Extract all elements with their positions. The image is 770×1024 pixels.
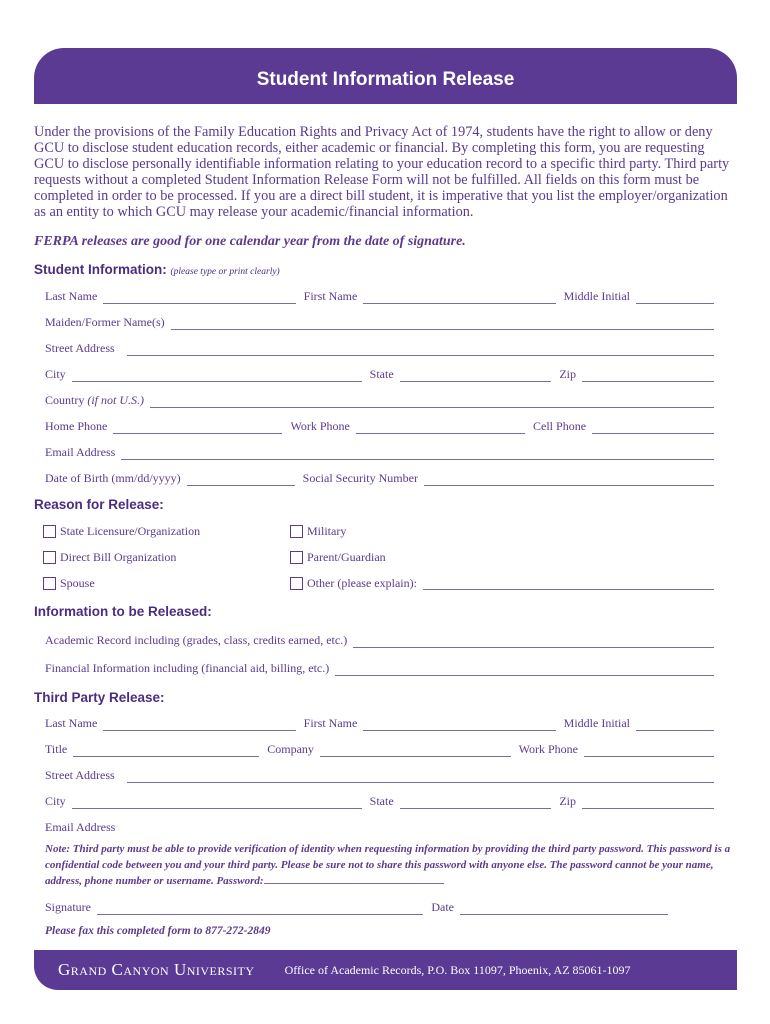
financial-row bbox=[45, 660, 714, 676]
other-explain-field[interactable] bbox=[423, 577, 714, 590]
first-name-label: First Name bbox=[303, 289, 358, 303]
third-zip-field[interactable] bbox=[582, 798, 714, 809]
signature-label: Signature bbox=[45, 900, 91, 914]
zip-label: Zip bbox=[559, 367, 576, 381]
ferpa-notice: FERPA releases are good for one calendar year from the date of signature. bbox=[34, 234, 466, 249]
cell-phone-field[interactable] bbox=[592, 423, 714, 434]
checkbox-box[interactable] bbox=[43, 577, 56, 590]
academic-label: Academic Record including (grades, class, credits earned, etc.) bbox=[45, 633, 348, 647]
heading-note: (please type or print clearly) bbox=[170, 267, 280, 277]
zip-field[interactable] bbox=[582, 371, 714, 382]
third-street-label: Street Address bbox=[45, 768, 115, 782]
password-note: Note: Third party must be able to provide verification of identity when requesting information by providing the third party password. This password is a confidential code between you and your third party. Please be sure not to share this password with anyone else. The password cannot be your name, address, phone number or username. Password: bbox=[45, 843, 731, 887]
date-label: Date bbox=[431, 900, 454, 914]
student-name-row bbox=[45, 288, 714, 304]
maiden-label: Maiden/Former Name(s) bbox=[45, 315, 165, 329]
state-field[interactable] bbox=[400, 371, 552, 382]
street-label: Street Address bbox=[45, 341, 115, 355]
dob-field[interactable] bbox=[187, 475, 295, 486]
academic-row bbox=[45, 632, 714, 648]
third-city-label: City bbox=[45, 794, 66, 808]
middle-initial-field[interactable] bbox=[636, 293, 714, 304]
password-field[interactable] bbox=[264, 873, 444, 884]
form-header bbox=[34, 48, 737, 104]
financial-field[interactable] bbox=[335, 665, 714, 676]
third-last-name-field[interactable] bbox=[103, 720, 295, 731]
third-email-row bbox=[45, 819, 385, 835]
third-street-row bbox=[45, 767, 714, 783]
dob-label: Date of Birth (mm/dd/yyyy) bbox=[45, 471, 181, 485]
checkbox-direct-bill[interactable]: Direct Bill Organization bbox=[43, 550, 176, 565]
third-middle-initial-field[interactable] bbox=[636, 720, 714, 731]
third-last-name-label: Last Name bbox=[45, 716, 98, 730]
city-label: City bbox=[45, 367, 66, 381]
maiden-row bbox=[45, 314, 714, 330]
third-street-field[interactable] bbox=[127, 772, 714, 783]
third-email-label: Email Address bbox=[45, 820, 116, 834]
state-label: State bbox=[369, 367, 394, 381]
office-address: Office of Academic Records, P.O. Box 11097, Phoenix, AZ 85061-1097 bbox=[284, 962, 631, 977]
third-party-heading: Third Party Release: bbox=[34, 690, 165, 705]
checkbox-spouse[interactable]: Spouse bbox=[43, 576, 95, 591]
third-name-row bbox=[45, 715, 714, 731]
checkbox-box[interactable] bbox=[290, 551, 303, 564]
third-title-field[interactable] bbox=[73, 746, 259, 757]
street-row bbox=[45, 340, 714, 356]
email-row bbox=[45, 444, 714, 460]
email-field[interactable] bbox=[121, 449, 714, 460]
street-field[interactable] bbox=[127, 345, 714, 356]
financial-label: Financial Information including (financial aid, billing, etc.) bbox=[45, 661, 330, 675]
city-row bbox=[45, 366, 714, 382]
university-logo-text: Grand Canyon University bbox=[58, 960, 255, 979]
academic-field[interactable] bbox=[353, 637, 714, 648]
third-title-row bbox=[45, 741, 714, 757]
third-zip-label: Zip bbox=[559, 794, 576, 808]
country-label: Country (if not U.S.) bbox=[45, 393, 145, 407]
third-middle-initial-label: Middle Initial bbox=[563, 716, 630, 730]
footer-bar bbox=[34, 950, 737, 990]
student-info-heading: Student Information: (please type or print clearly) bbox=[34, 262, 280, 277]
third-company-field[interactable] bbox=[320, 746, 511, 757]
ssn-field[interactable] bbox=[424, 475, 714, 486]
third-first-name-field[interactable] bbox=[363, 720, 555, 731]
intro-paragraph: Under the provisions of the Family Education Rights and Privacy Act of 1974, students have the right to allow or deny GCU to disclose student education records, either academic or financial. By completing this form, you are requesting GCU to disclose personally identifiable information relating to your education record to a specific third party. Third party requests without a completed Student Information Release Form will not be fulfilled. All fields on this form must be completed in order to be processed. If you are a direct bill student, it is imperative that you list the employer/organization as an entity to which GCU may release your academic/financial information. bbox=[34, 124, 730, 220]
checkbox-box[interactable] bbox=[290, 577, 303, 590]
cell-phone-label: Cell Phone bbox=[533, 419, 587, 433]
checkbox-box[interactable] bbox=[43, 551, 56, 564]
last-name-field[interactable] bbox=[103, 293, 295, 304]
third-city-row bbox=[45, 793, 714, 809]
info-heading: Information to be Released: bbox=[34, 604, 212, 619]
country-field[interactable] bbox=[150, 397, 714, 408]
checkbox-state-licensure[interactable]: State Licensure/Organization bbox=[43, 524, 200, 539]
third-state-field[interactable] bbox=[400, 798, 552, 809]
ssn-label: Social Security Number bbox=[302, 471, 418, 485]
signature-row bbox=[45, 899, 668, 915]
third-work-phone-label: Work Phone bbox=[518, 742, 578, 756]
home-phone-field[interactable] bbox=[113, 423, 282, 434]
reason-heading: Reason for Release: bbox=[34, 497, 164, 512]
work-phone-label: Work Phone bbox=[290, 419, 350, 433]
city-field[interactable] bbox=[72, 371, 362, 382]
checkbox-box[interactable] bbox=[290, 525, 303, 538]
home-phone-label: Home Phone bbox=[45, 419, 108, 433]
third-company-label: Company bbox=[267, 742, 314, 756]
maiden-field[interactable] bbox=[171, 319, 714, 330]
dob-row bbox=[45, 470, 714, 486]
third-title-label: Title bbox=[45, 742, 68, 756]
first-name-field[interactable] bbox=[363, 293, 555, 304]
fax-instructions: Please fax this completed form to 877-272-2849 bbox=[45, 925, 271, 937]
signature-field[interactable] bbox=[97, 904, 423, 915]
checkbox-box[interactable] bbox=[43, 525, 56, 538]
work-phone-field[interactable] bbox=[356, 423, 525, 434]
form-title: Student Information Release bbox=[256, 69, 515, 90]
third-city-field[interactable] bbox=[72, 798, 362, 809]
email-label: Email Address bbox=[45, 445, 116, 459]
middle-initial-label: Middle Initial bbox=[563, 289, 630, 303]
third-first-name-label: First Name bbox=[303, 716, 358, 730]
checkbox-parent-guardian[interactable]: Parent/Guardian bbox=[290, 550, 386, 565]
phone-row bbox=[45, 418, 714, 434]
checkbox-other[interactable]: Other (please explain): bbox=[290, 576, 714, 591]
country-row bbox=[45, 392, 714, 408]
last-name-label: Last Name bbox=[45, 289, 98, 303]
third-state-label: State bbox=[369, 794, 394, 808]
third-work-phone-field[interactable] bbox=[584, 746, 714, 757]
checkbox-military[interactable]: Military bbox=[290, 524, 346, 539]
date-field[interactable] bbox=[460, 904, 668, 915]
